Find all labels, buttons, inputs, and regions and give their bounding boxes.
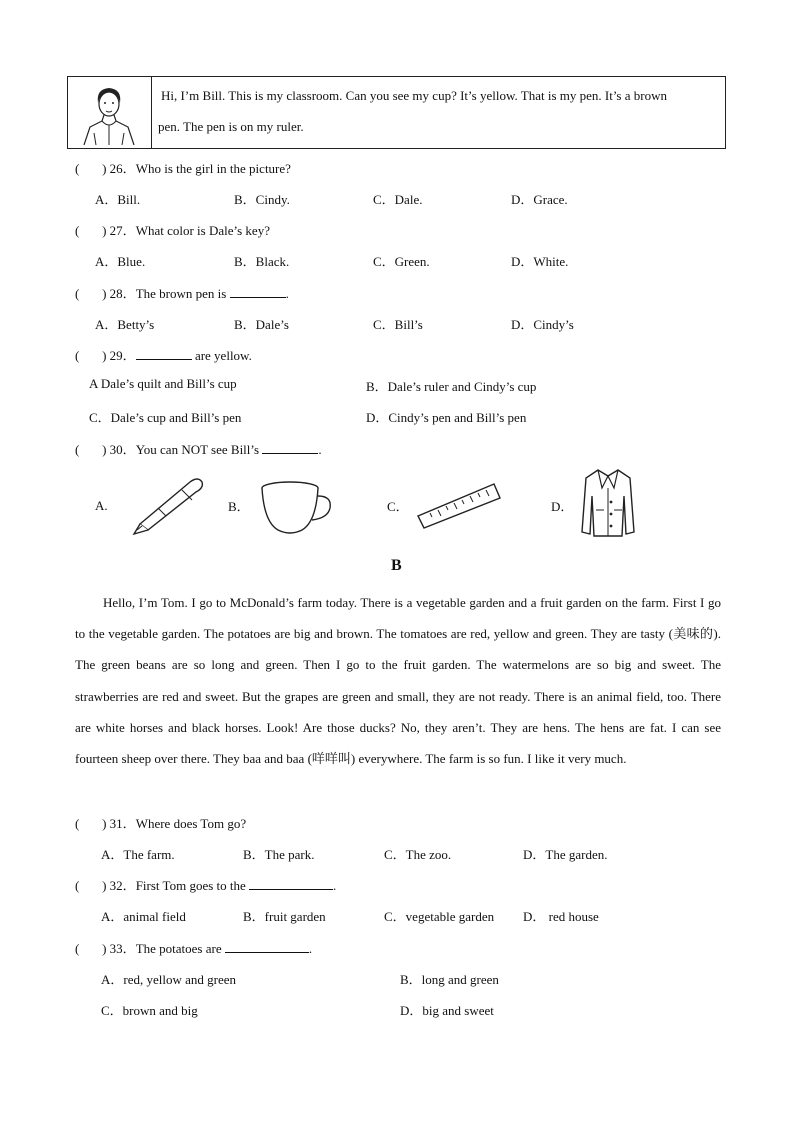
question-26: ( ) 26．Who is the girl in the picture?: [75, 161, 291, 176]
option[interactable]: B．Black.: [234, 254, 290, 269]
question-27: ( ) 27．What color is Dale’s key?: [75, 223, 270, 238]
option[interactable]: D．Grace.: [511, 192, 568, 207]
reading-passage: Hello, I’m Tom. I go to McDonald’s farm today. There is a vegetable garden and a fruit garden on the farm. First I go to the vegetable garden. The potatoes are big and brown. The tomatoes are red, yellow and green. They are tasty (美味的). The green beans are so long and green. Then I go to the fruit garden. The watermelons are so big and sweet. The strawberries are red and sweet. But the grapes are green and small, they are not ready. There is an animal field, too. There are white horses and black horses. Look! Are those ducks? No, they aren’t. They are hens. The hens are fat. I can see fourteen sheep over there. They baa and baa (咩咩叫) everywhere. The farm is so fun. I like it very much.: [75, 595, 721, 767]
option[interactable]: B．long and green: [400, 972, 499, 987]
question-31: ( ) 31．Where does Tom go?: [75, 816, 247, 831]
question-32: ( ) 32．First Tom goes to the .: [75, 878, 337, 893]
bill-intro-box: [67, 76, 726, 149]
option[interactable]: D．The garden.: [523, 847, 608, 862]
jacket-icon: [580, 466, 636, 540]
option[interactable]: B．: [228, 499, 250, 514]
option[interactable]: C．Bill’s: [373, 317, 423, 332]
option[interactable]: B．Cindy.: [234, 192, 290, 207]
question-number: 33: [109, 941, 123, 956]
option[interactable]: C．brown and big: [101, 1003, 198, 1018]
option[interactable]: D．big and sweet: [400, 1003, 494, 1018]
pen-icon: [128, 474, 208, 536]
answer-blank[interactable]: [249, 878, 333, 890]
option[interactable]: A．Bill.: [95, 192, 141, 207]
section-b-heading: B: [391, 557, 402, 574]
question-text: The potatoes are: [135, 941, 222, 956]
option[interactable]: D．: [551, 499, 574, 514]
boy-portrait-icon: [78, 83, 140, 145]
option[interactable]: B．fruit garden: [243, 909, 326, 924]
option[interactable]: D． red house: [523, 909, 599, 924]
ruler-icon: [416, 480, 502, 530]
bill-intro-line-2: pen. The pen is on my ruler.: [158, 119, 304, 134]
option[interactable]: C．vegetable garden: [384, 909, 495, 924]
option[interactable]: A Dale’s quilt and Bill’s cup: [89, 376, 237, 391]
box-divider: [151, 77, 152, 148]
question-number: 27: [109, 223, 123, 238]
question-number: 31: [109, 816, 123, 831]
option[interactable]: A.: [95, 498, 108, 513]
option[interactable]: C．Dale.: [373, 192, 423, 207]
question-text: Who is the girl in the picture?: [135, 161, 291, 176]
option[interactable]: C．Dale’s cup and Bill’s pen: [89, 410, 242, 425]
question-number: 30: [109, 442, 123, 457]
question-33: ( ) 33．The potatoes are .: [75, 941, 313, 956]
question-28: ( ) 28．The brown pen is .: [75, 286, 289, 301]
question-29: ( ) 29． are yellow.: [75, 348, 252, 363]
answer-blank[interactable]: [230, 286, 286, 298]
option[interactable]: D．Cindy’s: [511, 317, 574, 332]
question-number: 32: [109, 878, 123, 893]
option[interactable]: C．The zoo.: [384, 847, 452, 862]
question-number: 26: [109, 161, 123, 176]
option[interactable]: B．The park.: [243, 847, 315, 862]
answer-blank[interactable]: [262, 442, 318, 454]
option[interactable]: C．Green.: [373, 254, 430, 269]
question-text: The brown pen is: [135, 286, 227, 301]
option[interactable]: D．Cindy’s pen and Bill’s pen: [366, 410, 527, 425]
bill-intro-line-1: Hi, I’m Bill. This is my classroom. Can you see my cup? It’s yellow. That is my pen. It’s a brown: [161, 88, 667, 103]
option[interactable]: A．The farm.: [101, 847, 175, 862]
question-text: You can NOT see Bill’s: [135, 442, 260, 457]
question-number: 28: [109, 286, 123, 301]
answer-blank[interactable]: [136, 348, 192, 360]
answer-blank[interactable]: [225, 941, 309, 953]
option[interactable]: B．Dale’s ruler and Cindy’s cup: [366, 379, 537, 394]
option[interactable]: B．Dale’s: [234, 317, 289, 332]
option[interactable]: D．White.: [511, 254, 569, 269]
option[interactable]: A．Betty’s: [95, 317, 155, 332]
question-text: What color is Dale’s key?: [135, 223, 270, 238]
option[interactable]: A．red, yellow and green: [101, 972, 237, 987]
option[interactable]: A．animal field: [101, 909, 186, 924]
option[interactable]: C．: [387, 499, 409, 514]
question-number: 29: [109, 348, 123, 363]
option[interactable]: A．Blue.: [95, 254, 146, 269]
cup-icon: [256, 478, 336, 536]
question-text: First Tom goes to the: [135, 878, 246, 893]
question-text: Where does Tom go?: [135, 816, 247, 831]
question-30: ( ) 30．You can NOT see Bill’s .: [75, 442, 322, 457]
